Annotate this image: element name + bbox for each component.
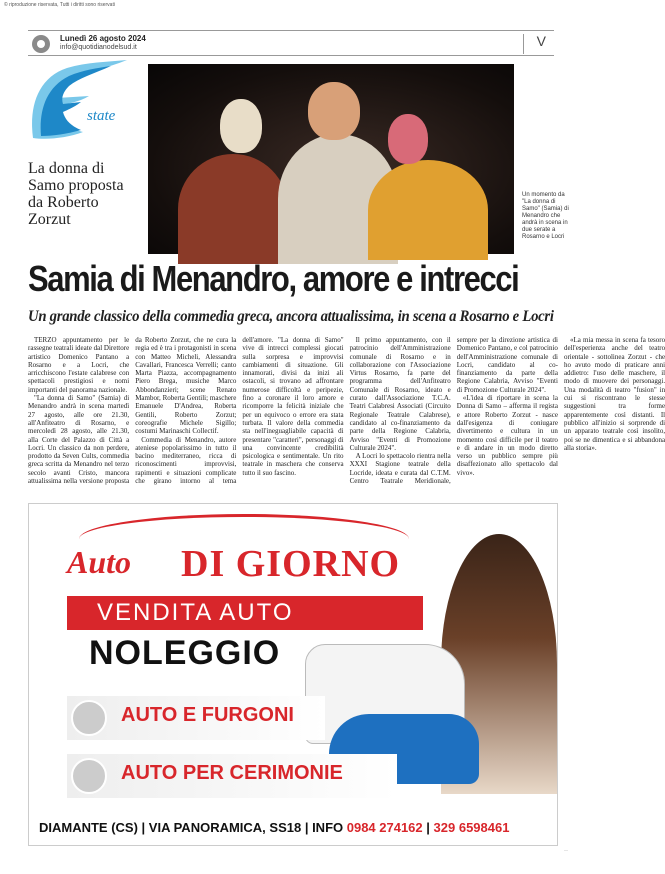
article-headline: Samia di Menandro, amore e intrecci — [28, 258, 519, 299]
advertisement[interactable] — [28, 503, 558, 846]
ad-service-label: AUTO E FURGONI — [121, 704, 294, 726]
header-divider — [523, 34, 524, 54]
page-header — [28, 30, 554, 56]
actor-figure — [178, 154, 288, 264]
car-key-icon — [71, 700, 107, 736]
ad-service-row — [67, 754, 397, 798]
ad-noleggio: NOLEGGIO — [89, 634, 281, 672]
ad-service-label: AUTO PER CERIMONIE — [121, 762, 343, 784]
ad-contact-footer — [39, 820, 549, 835]
hero-photo — [148, 64, 514, 254]
issue-date: Lunedì 26 agosto 2024 — [60, 34, 146, 43]
estate-label: state — [87, 108, 116, 124]
theatre-mask — [388, 114, 428, 164]
ad-brand-name: DI GIORNO — [181, 543, 401, 585]
copyright-notice: © riproduzione riservata, Tutti i diritti sono riservati — [4, 2, 115, 8]
ad-phone[interactable]: 0984 274162 — [346, 820, 423, 835]
article-paragraph: TERZO appuntamento per le rassegne teatrali ideate dal Direttore artistico Domenico Pantano a Rosarno e a Locri, che arricchiscono l'estate calabrese con spettacoli prestigiosi e nomi importanti del panorama nazionale. — [28, 336, 130, 394]
article-paragraph: "La donna di Samo" (Samia) di Menandro andrà in scena martedì 27 agosto, alle ore 21.30, all'Anfiteatro di Rosarno, e mercoledì 28 agosto, alle 21.30, alla Corte del Palazzo di Città a Locri. Un classico da non perdere, prodotto da Seven Cults, commedia greca scritta da Menandro nel terzo secolo avanti Cristo, mancora attualissima nella versione proposta da Roberto Zorzut, che ne cura la regia ed è tra i protagonisti in scena con Matteo Micheli, Alessandra Cavallari, Francesca Verrelli; canto Marta Piazza, accompagnamento Piero Brega, musiche Marco Abbondanzieri; scene Renato Mambor, Roberta Gentili; maschere Emanuele D'Andrea, Roberta Gentili, Roberto Zorzut; coreografie Michele Sigillo; costumi Marinaschi Collectif. — [28, 336, 237, 486]
ad-mobile[interactable]: 329 6598461 — [433, 820, 510, 835]
estate-e-icon — [27, 58, 135, 142]
photo-caption: Un momento da "La donna di Samo" (Samia) di Menandro che andrà in scena in due serate a Rosarno e Locri — [522, 192, 569, 240]
ad-address: DIAMANTE (CS) | VIA PANORAMICA, SS18 | INFO — [39, 820, 347, 835]
article-kicker: La donna di Samo proposta da Roberto Zorzut — [28, 160, 124, 228]
estate-section-logo — [27, 58, 135, 142]
theatre-mask — [220, 99, 262, 153]
section-marker: V — [536, 33, 546, 49]
article-paragraph: «L'idea di riportare in scena la Donna di Samo – afferma il regista e attore Roberto Zorzut - nasce dall'esigenza di coniugare divertimento e cultura in un momento così difficile per il teatro e di andare in un modo diretto verso un pubblico sempre più disaffezionato allo spettacolo dal vivo». — [456, 394, 558, 477]
article-paragraph: «La mia messa in scena fa tesoro dell'esperienza anche del teatro orientale - sottolinea Zorzut - che ho avuto modo di praticare anni addietro: l'uso delle maschere, il modo di muovere dei personaggi. Una modalità di teatro "fusion" in cui si riscontrano le stesse suggestioni tra forme apparentemente così distanti. Il pubblico all'inizio si sorprende di un apparato teatrale così insolito, poi se ne dimentica e si abbandona alla storia». — [563, 336, 665, 452]
article-subhead: Un grande classico della commedia greca, ancora attualissima, in scena a Rosarno e Locri — [28, 308, 554, 325]
ad-separator: | — [422, 820, 434, 835]
article-paragraph: A Locri lo spettacolo rientra nella XXXI Stagione teatrale della Locride, ideata e curata dal C.T.M. Centro Teatrale Meridionale, sempre per la direzione artistica di Domenico Pantano, e col patrocinio dell'Amministrazione comunale di Locri, candidato al co-finanziamento da parte della Regione Calabria, Avviso "Eventi di Promozione Culturale 2024". — [349, 336, 558, 486]
ad-vendita-banner: VENDITA AUTO — [67, 596, 423, 630]
article-paragraph: Il primo appuntamento, con il patrocinio dell'Amministrazione comunale di Rosarno e in collaborazione con l'Associazione Virtus Rosarno, fa parte del programma dell'Anfiteatro Comunale di Rosarno, ideato e curato dall'Associazione T.C.A. Teatri Calabresi Associati (Circuito Regionale Teatrale Calabrese), candidato al co-finanziamento da parte della Regione Calabria, Avviso "Eventi di Promozione Culturale 2024". — [349, 336, 451, 452]
actor-figure — [368, 160, 488, 260]
theatre-mask — [308, 82, 360, 140]
ad-service-row — [67, 696, 325, 740]
ad-brand-script: Auto — [67, 544, 132, 580]
article-paragraph: Commedia di Menandro, autore ateniese popolarissimo in tutto il bacino mediterraneo, ricca di riconoscimenti improvvisi, rapimenti e situazioni complicate che girano intorno al tema dell'amore. "La donna di Samo" vive di intrecci complessi giocati sulla sorpresa e improvvisi cambiamenti di situazione. Gli innamorati, divisi da inizi ali ostacoli, si trovano ad affrontare numerose difficoltà e peripezie, fino a coronare il loro amore e ricomporre la felicità iniziale che per un equivoco o errore era stata turbata. Il valore della commedia sta nell'ineguagliabile capacità di presentare "caratteri", personaggi di una convincente credibilità psicologica e sentimentale. Un rito teatrale in maschera che conserva tutto il suo fascino. — [135, 336, 344, 486]
contact-email[interactable]: info@quotidianodelsud.it — [60, 44, 137, 51]
page-mark: ·· — [564, 848, 568, 854]
article-body — [28, 336, 665, 486]
newspaper-logo-icon — [32, 35, 50, 53]
wedding-couple-icon — [71, 758, 107, 794]
